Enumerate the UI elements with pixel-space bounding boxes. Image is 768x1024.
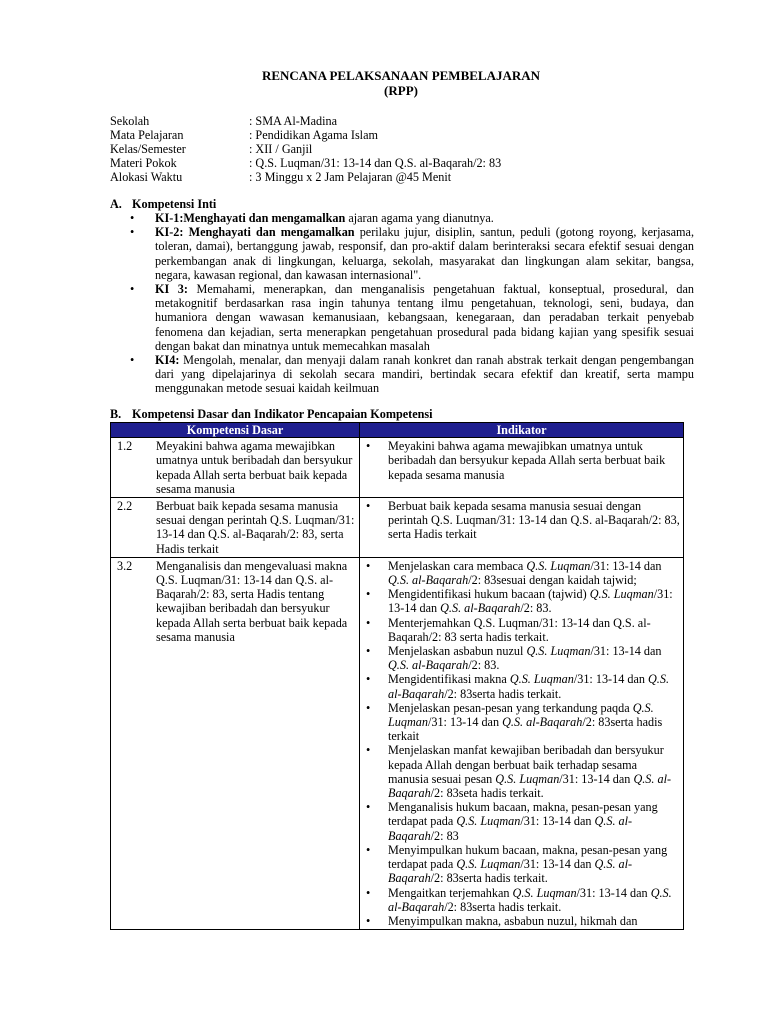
ki-body: ajaran agama yang dianutnya.	[345, 211, 494, 225]
text-run: Q.S. Luqman	[495, 771, 560, 786]
text-run: /31: 13-14 dan	[576, 885, 651, 900]
indikator-cell	[360, 438, 684, 498]
indikator-list	[364, 559, 680, 928]
bullet-icon: •	[366, 439, 371, 454]
text-run: /31: 13-14 dan	[559, 771, 634, 786]
bullet-icon: •	[366, 700, 371, 715]
text-run: /31: 13-14 dan	[590, 558, 662, 573]
text-run: /2: 83serta hadis terkait.	[444, 686, 562, 701]
ki-label: KI 3:	[155, 282, 188, 297]
table-row	[111, 498, 684, 558]
indikator-item	[364, 439, 680, 482]
ki-item	[130, 282, 694, 353]
ki-text	[155, 211, 694, 225]
text-run: /2: 83	[430, 828, 459, 843]
kd-number: 3.2	[117, 558, 133, 573]
info-label: Mata Pelajaran	[110, 128, 184, 142]
text-run: Menyimpulkan hukum bacaan, makna, pesan-pesan yang terdapat pada	[388, 842, 668, 872]
bullet-icon: •	[366, 885, 371, 900]
bullet-icon: •	[366, 913, 371, 928]
document-subtitle: (RPP)	[384, 83, 418, 98]
text-run: Q.S. Luqman	[509, 672, 574, 687]
text-run: Q.S. al-Baqarah	[388, 885, 672, 914]
indikator-item	[364, 644, 680, 672]
text-run: Mengidentifikasi makna	[388, 672, 510, 687]
indikator-cell	[360, 498, 684, 558]
text-run: /31: 13-14 dan	[388, 587, 673, 616]
ki-item	[130, 225, 694, 282]
indikator-cell	[360, 557, 684, 929]
text-run: Q.S. Luqman	[512, 885, 577, 900]
info-label: Materi Pokok	[110, 156, 177, 170]
bullet-icon: •	[130, 282, 135, 297]
kd-text: Meyakini bahwa agama mewajibkan umatnya untuk beribadah dan bersyukur kepada Allah serta berbuat baik kepada sesama manusia	[156, 439, 353, 496]
info-row	[110, 170, 501, 184]
indikator-text	[388, 499, 680, 542]
text-run: /2: 83seta hadis terkait.	[430, 786, 544, 801]
text-run: Menterjemahkan Q.S. Luqman/31: 13-14 dan Q.S. al-Baqarah/2: 83 serta hadis terkait.	[388, 615, 651, 644]
info-row	[110, 128, 501, 142]
kd-text: Menganalisis dan mengevaluasi makna Q.S. Luqman/31: 13-14 dan Q.S. al-Baqarah/2: 83, serta Hadis tentang kewajiban beribadah dan bersyukur kepada Allah serta berbuat baik kepada sesama manusia	[156, 558, 348, 644]
indikator-item	[364, 701, 680, 744]
text-run: Q.S. Luqman	[526, 644, 591, 659]
bullet-icon: •	[366, 800, 371, 815]
text-run: Q.S. Luqman	[456, 814, 521, 829]
indikator-item	[364, 914, 680, 928]
bullet-icon: •	[130, 225, 135, 240]
indikator-text	[388, 616, 680, 644]
ki-label: KI4:	[155, 353, 180, 368]
text-run: Menjelaskan pesan-pesan yang terkandung paqda	[388, 700, 633, 715]
ki-label: KI-2: Menghayati dan mengamalkan	[155, 225, 355, 240]
bullet-icon: •	[366, 587, 371, 602]
kd-cell	[111, 557, 360, 929]
text-run: Q.S. al-Baqarah	[388, 658, 469, 673]
text-run: Berbuat baik kepada sesama manusia sesuai dengan perintah Q.S. Luqman/31: 13-14 dan Q.S. al-Baqarah/2: 83, serta Hadis terkait	[388, 499, 680, 542]
header-kompetensi-dasar: Kompetensi Dasar	[111, 423, 360, 438]
indikator-text	[388, 701, 680, 744]
text-run: /2: 83.	[520, 601, 552, 616]
kompetensi-inti-list	[130, 211, 694, 396]
indikator-list	[364, 439, 680, 482]
kd-cell	[111, 438, 360, 498]
text-run: /31: 13-14 dan	[573, 672, 648, 687]
text-run: /31: 13-14 dan	[520, 857, 595, 872]
bullet-icon: •	[366, 672, 371, 687]
header-indikator: Indikator	[360, 423, 684, 438]
kd-number: 2.2	[117, 499, 133, 514]
ki-body: perilaku jujur, disiplin, santun, peduli (gotong royong, kerjasama, toleran, damai), bertanggung jawab, responsif, dan pro-aktif dalam berinteraksi secara efektif sesuai dengan perkembangan anak di lingkungan, keluarga, sekolah, masyarakat dan lingkungan alam sekitar, bangsa, negara, kawasan regional, dan kawasan internasional".	[155, 225, 694, 282]
info-value: : 3 Minggu x 2 Jam Pelajaran @45 Menit	[249, 170, 452, 184]
indikator-text	[388, 843, 680, 886]
info-row	[110, 142, 501, 156]
ki-label: KI-1:Menghayati dan mengamalkan	[155, 211, 346, 225]
ki-body: Mengolah, menalar, dan menyaji dalam ranah konkret dan ranah abstrak terkait dengan pengembangan dari yang dipelajarinya di sekolah secara mandiri, bertindak secara efektif dan kreatif, serta mampu menggunakan metode sesuai kaidah keilmuan	[155, 353, 694, 396]
text-run: Menjelaskan asbabun nuzul	[388, 644, 527, 659]
indikator-item	[364, 800, 680, 843]
text-run: Q.S. Luqman	[388, 700, 654, 730]
info-value: : XII / Ganjil	[249, 142, 313, 156]
indikator-text	[388, 743, 680, 800]
indikator-text	[388, 672, 680, 700]
text-run: /31: 13-14 dan	[590, 644, 662, 659]
ki-body: Memahami, menerapkan, dan menganalisis pengetahuan faktual, konseptual, prosedural, dan metakognitif berdasarkan rasa ingin tahunya tentang ilmu pengetahuan, teknologi, seni, budaya, dan humaniora dengan wawasan kemanusiaan, kebangsaan, kenegaraan, dan peradaban terkait penyebab fenomena dan kejadian, serta menerapkan pengetahuan prosedural pada bidang kajian yang spesifik sesuai dengan bakat dan minatnya untuk memecahkan masalah	[155, 282, 694, 353]
text-run: Menjelaskan manfat kewajiban beribadah dan bersyukur kepada Allah dengan berbuat baik terhadap sesama manusia sesuai pesan	[388, 743, 664, 786]
indikator-text	[388, 800, 680, 843]
bullet-icon: •	[130, 211, 135, 225]
text-run: Q.S. al-Baqarah	[388, 857, 633, 886]
indikator-item	[364, 616, 680, 644]
info-value: : Pendidikan Agama Islam	[249, 128, 378, 142]
text-run: /2: 83sesuai dengan kaidah tajwid;	[468, 573, 637, 588]
text-run: /2: 83serta hadis terkait	[388, 715, 663, 744]
document-title: RENCANA PELAKSANAAN PEMBELAJARAN	[261, 68, 541, 83]
text-run: Menganalisis hukum bacaan, makna, pesan-pesan yang terdapat pada	[388, 800, 658, 829]
text-run: Q.S. al-Baqarah	[388, 672, 669, 701]
table-row	[111, 557, 684, 929]
indikator-text	[388, 914, 680, 928]
bullet-icon: •	[366, 615, 371, 630]
info-value: : Q.S. Luqman/31: 13-14 dan Q.S. al-Baqarah/2: 83	[249, 156, 502, 170]
text-run: Q.S. al-Baqarah	[440, 601, 521, 616]
indikator-item	[364, 559, 680, 587]
ki-text	[155, 353, 694, 396]
table-row	[111, 438, 684, 498]
ki-item	[130, 353, 694, 396]
info-label: Alokasi Waktu	[110, 170, 183, 184]
kd-cell	[111, 498, 360, 558]
bullet-icon: •	[366, 499, 371, 514]
bullet-icon: •	[366, 558, 371, 573]
indikator-list	[364, 499, 680, 542]
text-run: Q.S. Luqman	[456, 857, 521, 872]
text-run: /31: 13-14 dan	[520, 814, 595, 829]
bullet-icon: •	[366, 842, 371, 857]
text-run: /2: 83.	[468, 658, 500, 673]
text-run: /2: 83serta hadis terkait.	[430, 871, 548, 886]
text-run: Q.S. Luqman	[526, 558, 591, 573]
indikator-text	[388, 439, 680, 482]
ki-item	[130, 211, 694, 225]
text-run: Mengidentifikasi hukum bacaan (tajwid)	[388, 587, 590, 602]
text-run: Q.S. al-Baqarah	[502, 715, 583, 730]
info-label: Kelas/Semester	[110, 142, 186, 156]
text-run: Q.S. al-Baqarah	[388, 573, 469, 588]
indikator-text	[388, 886, 680, 914]
text-run: Menjelaskan cara membaca	[388, 558, 527, 573]
section-b-heading: B. Kompetensi Dasar dan Indikator Pencapaian Kompetensi	[110, 407, 433, 421]
table-header-row	[111, 423, 684, 438]
text-run: Q.S. al-Baqarah	[388, 771, 672, 801]
text-run: Mengaitkan terjemahkan	[388, 885, 513, 900]
info-row	[110, 114, 501, 128]
info-label: Sekolah	[110, 114, 150, 128]
bullet-icon: •	[366, 644, 371, 659]
text-run: Q.S. Luqman	[589, 587, 654, 602]
indikator-item	[364, 886, 680, 914]
ki-text	[155, 225, 694, 282]
indikator-item	[364, 843, 680, 886]
indikator-item	[364, 743, 680, 800]
ki-text	[155, 282, 694, 353]
info-value: : SMA Al-Madina	[249, 114, 338, 128]
kompetensi-table	[110, 422, 684, 930]
indikator-item	[364, 672, 680, 700]
indikator-item	[364, 587, 680, 615]
info-row	[110, 156, 501, 170]
indikator-item	[364, 499, 680, 542]
kd-number: 1.2	[117, 439, 133, 454]
text-run: Q.S. al-Baqarah	[388, 814, 633, 843]
bullet-icon: •	[366, 743, 371, 758]
indikator-text	[388, 644, 680, 672]
identity-block	[110, 114, 501, 184]
text-run: Menyimpulkan makna, asbabun nuzul, hikmah dan	[388, 913, 638, 928]
bullet-icon: •	[130, 353, 135, 368]
section-a-heading: A. Kompetensi Inti	[110, 197, 217, 211]
text-run: Meyakini bahwa agama mewajibkan umatnya untuk beribadah dan bersyukur kepada Allah serta berbuat baik kepada sesama manusia	[388, 439, 666, 482]
text-run: /2: 83serta hadis terkait.	[444, 899, 562, 914]
text-run: /31: 13-14 dan	[427, 715, 503, 730]
indikator-text	[388, 587, 680, 615]
indikator-text	[388, 559, 680, 587]
kd-text: Berbuat baik kepada sesama manusia sesuai dengan perintah Q.S. Luqman/31: 13-14 dan Q.S. al-Baqarah/2: 83, serta Hadis terkait	[156, 499, 355, 556]
